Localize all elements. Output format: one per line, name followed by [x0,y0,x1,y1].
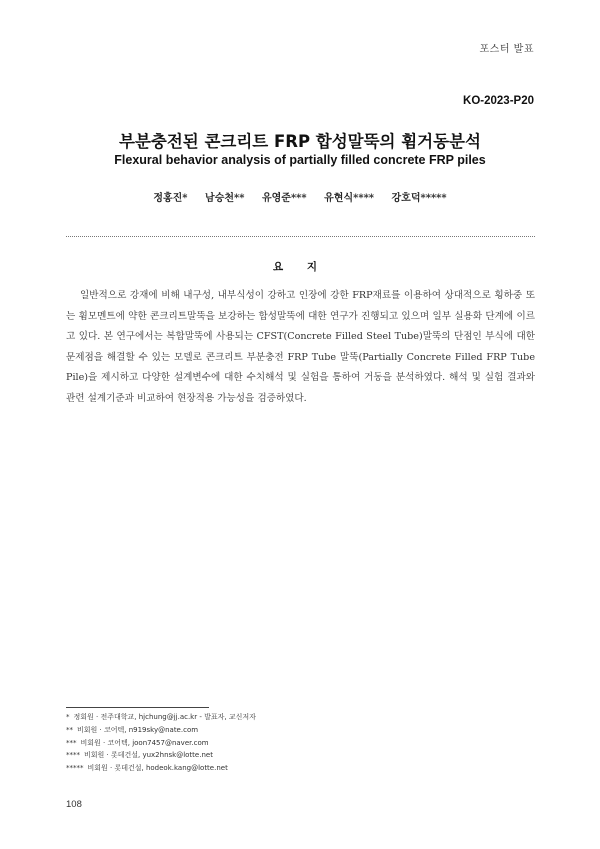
footnote-rule [66,707,209,708]
title-korean: 부분충전된 콘크리트 FRP 합성말뚝의 휨거동분석 [119,132,481,151]
footnote-list [66,711,536,775]
author-name: 정홍진* [153,193,188,204]
page-number: 108 [66,799,82,810]
footnote-mark: ***** [66,764,84,773]
footnote-mark: *** [66,738,77,747]
footnote-text: 비회원 · 롯데건설, yux2hnsk@lotte.net [84,751,213,760]
footnote-text: 비회원 · 롯데건설, hodeok.kang@lotte.net [87,764,228,773]
footnote-text: 비회원 · 코어텍, n919sky@nate.com [77,725,199,734]
footnote-mark: * [66,713,70,721]
author-name: 강호덕***** [391,193,447,204]
footnote-text: 정회원 · 전주대학교, hjchung@jj.ac.kr - 발표자, 교신저자 [73,713,256,721]
author-name: 남승천** [205,193,245,204]
footnote-item [66,737,536,750]
section-label: 포스터 발표 [479,44,534,55]
footnote-item [66,762,536,775]
title-english: Flexural behavior analysis of partially filled concrete FRP piles [114,153,486,167]
author-name: 유현식**** [324,193,375,204]
footnote-item [66,749,536,762]
author-list [0,189,600,204]
abstract-heading: 요 지 [273,261,327,273]
author-name: 유영준*** [261,193,307,204]
footnote-mark: ** [66,725,73,734]
dotted-divider [66,236,535,237]
abstract-body: 일반적으로 강재에 비해 내구성, 내부식성이 강하고 인장에 강한 FRP재료를 이용하여 상대적으로 횡하중 또는 휨모멘트에 약한 콘크리트말뚝을 보강하는 합성말뚝에 대한 연구가 진행되고 있으며 일부 실용화 단계에 이르고 있다. 본 연구에서는 복합말뚝에 사용되는 CFST(Concrete Filled Steel Tube)말뚝의 단점인 부식에 대한 문제점을 해결할 수 있는 모델로 콘크리트 부분충전 FRP Tube 말뚝(Partially Concrete Filled FRP Tube Pile)을 제시하고 다양한 설계변수에 대한 수치해석 및 실험을 통하여 거동을 분석하였다. 해석 및 실험 결과와 관련 설계기준과 비교하여 현장적용 가능성을 검증하였다. [66,290,535,404]
footnote-item [66,711,536,724]
footnote-item [66,724,536,737]
footnote-text: 비회원 · 코어텍, joon7457@naver.com [80,738,209,747]
paper-code: KO-2023-P20 [463,95,534,107]
footnote-mark: **** [66,751,80,760]
